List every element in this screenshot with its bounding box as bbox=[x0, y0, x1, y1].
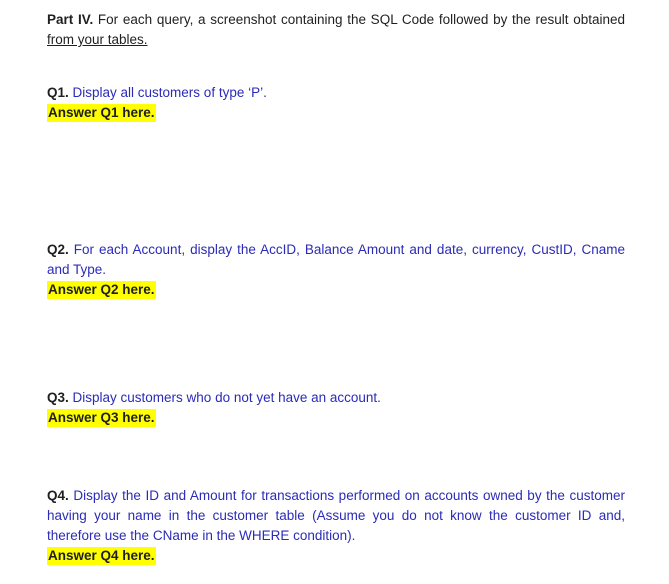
question-label: Q2. bbox=[47, 242, 69, 257]
answer-placeholder: Answer Q1 here. bbox=[48, 105, 155, 120]
question-block-q1 bbox=[47, 83, 625, 123]
question-block-q2 bbox=[47, 240, 625, 300]
question-label: Q4. bbox=[47, 488, 69, 503]
answer-placeholder: Answer Q2 here. bbox=[48, 282, 155, 297]
question-text: Display customers who do not yet have an account. bbox=[68, 390, 381, 405]
question-block-q4 bbox=[47, 486, 625, 566]
question-label: Q3. bbox=[47, 390, 69, 405]
answer-placeholder: Answer Q4 here. bbox=[48, 548, 155, 563]
answer-placeholder: Answer Q3 here. bbox=[48, 410, 155, 425]
question-text: Display the ID and Amount for transactions performed on accounts owned by the customer having your name in the customer table (Assume you do not know the customer ID and, therefore use the CName in the WHERE condition). bbox=[47, 488, 625, 543]
intro-text: For each query, a screenshot containing the SQL Code followed by the result obtained bbox=[93, 12, 625, 27]
question-text: Display all customers of type ‘P’. bbox=[68, 85, 267, 100]
question-text: For each Account, display the AccID, Balance Amount and date, currency, CustID, Cname and Type. bbox=[47, 242, 625, 277]
question-block-q3 bbox=[47, 388, 625, 428]
intro-paragraph bbox=[47, 10, 625, 50]
question-label: Q1. bbox=[47, 85, 69, 100]
part-label: Part IV. bbox=[47, 12, 94, 27]
intro-underlined-text: from your tables. bbox=[47, 32, 148, 47]
